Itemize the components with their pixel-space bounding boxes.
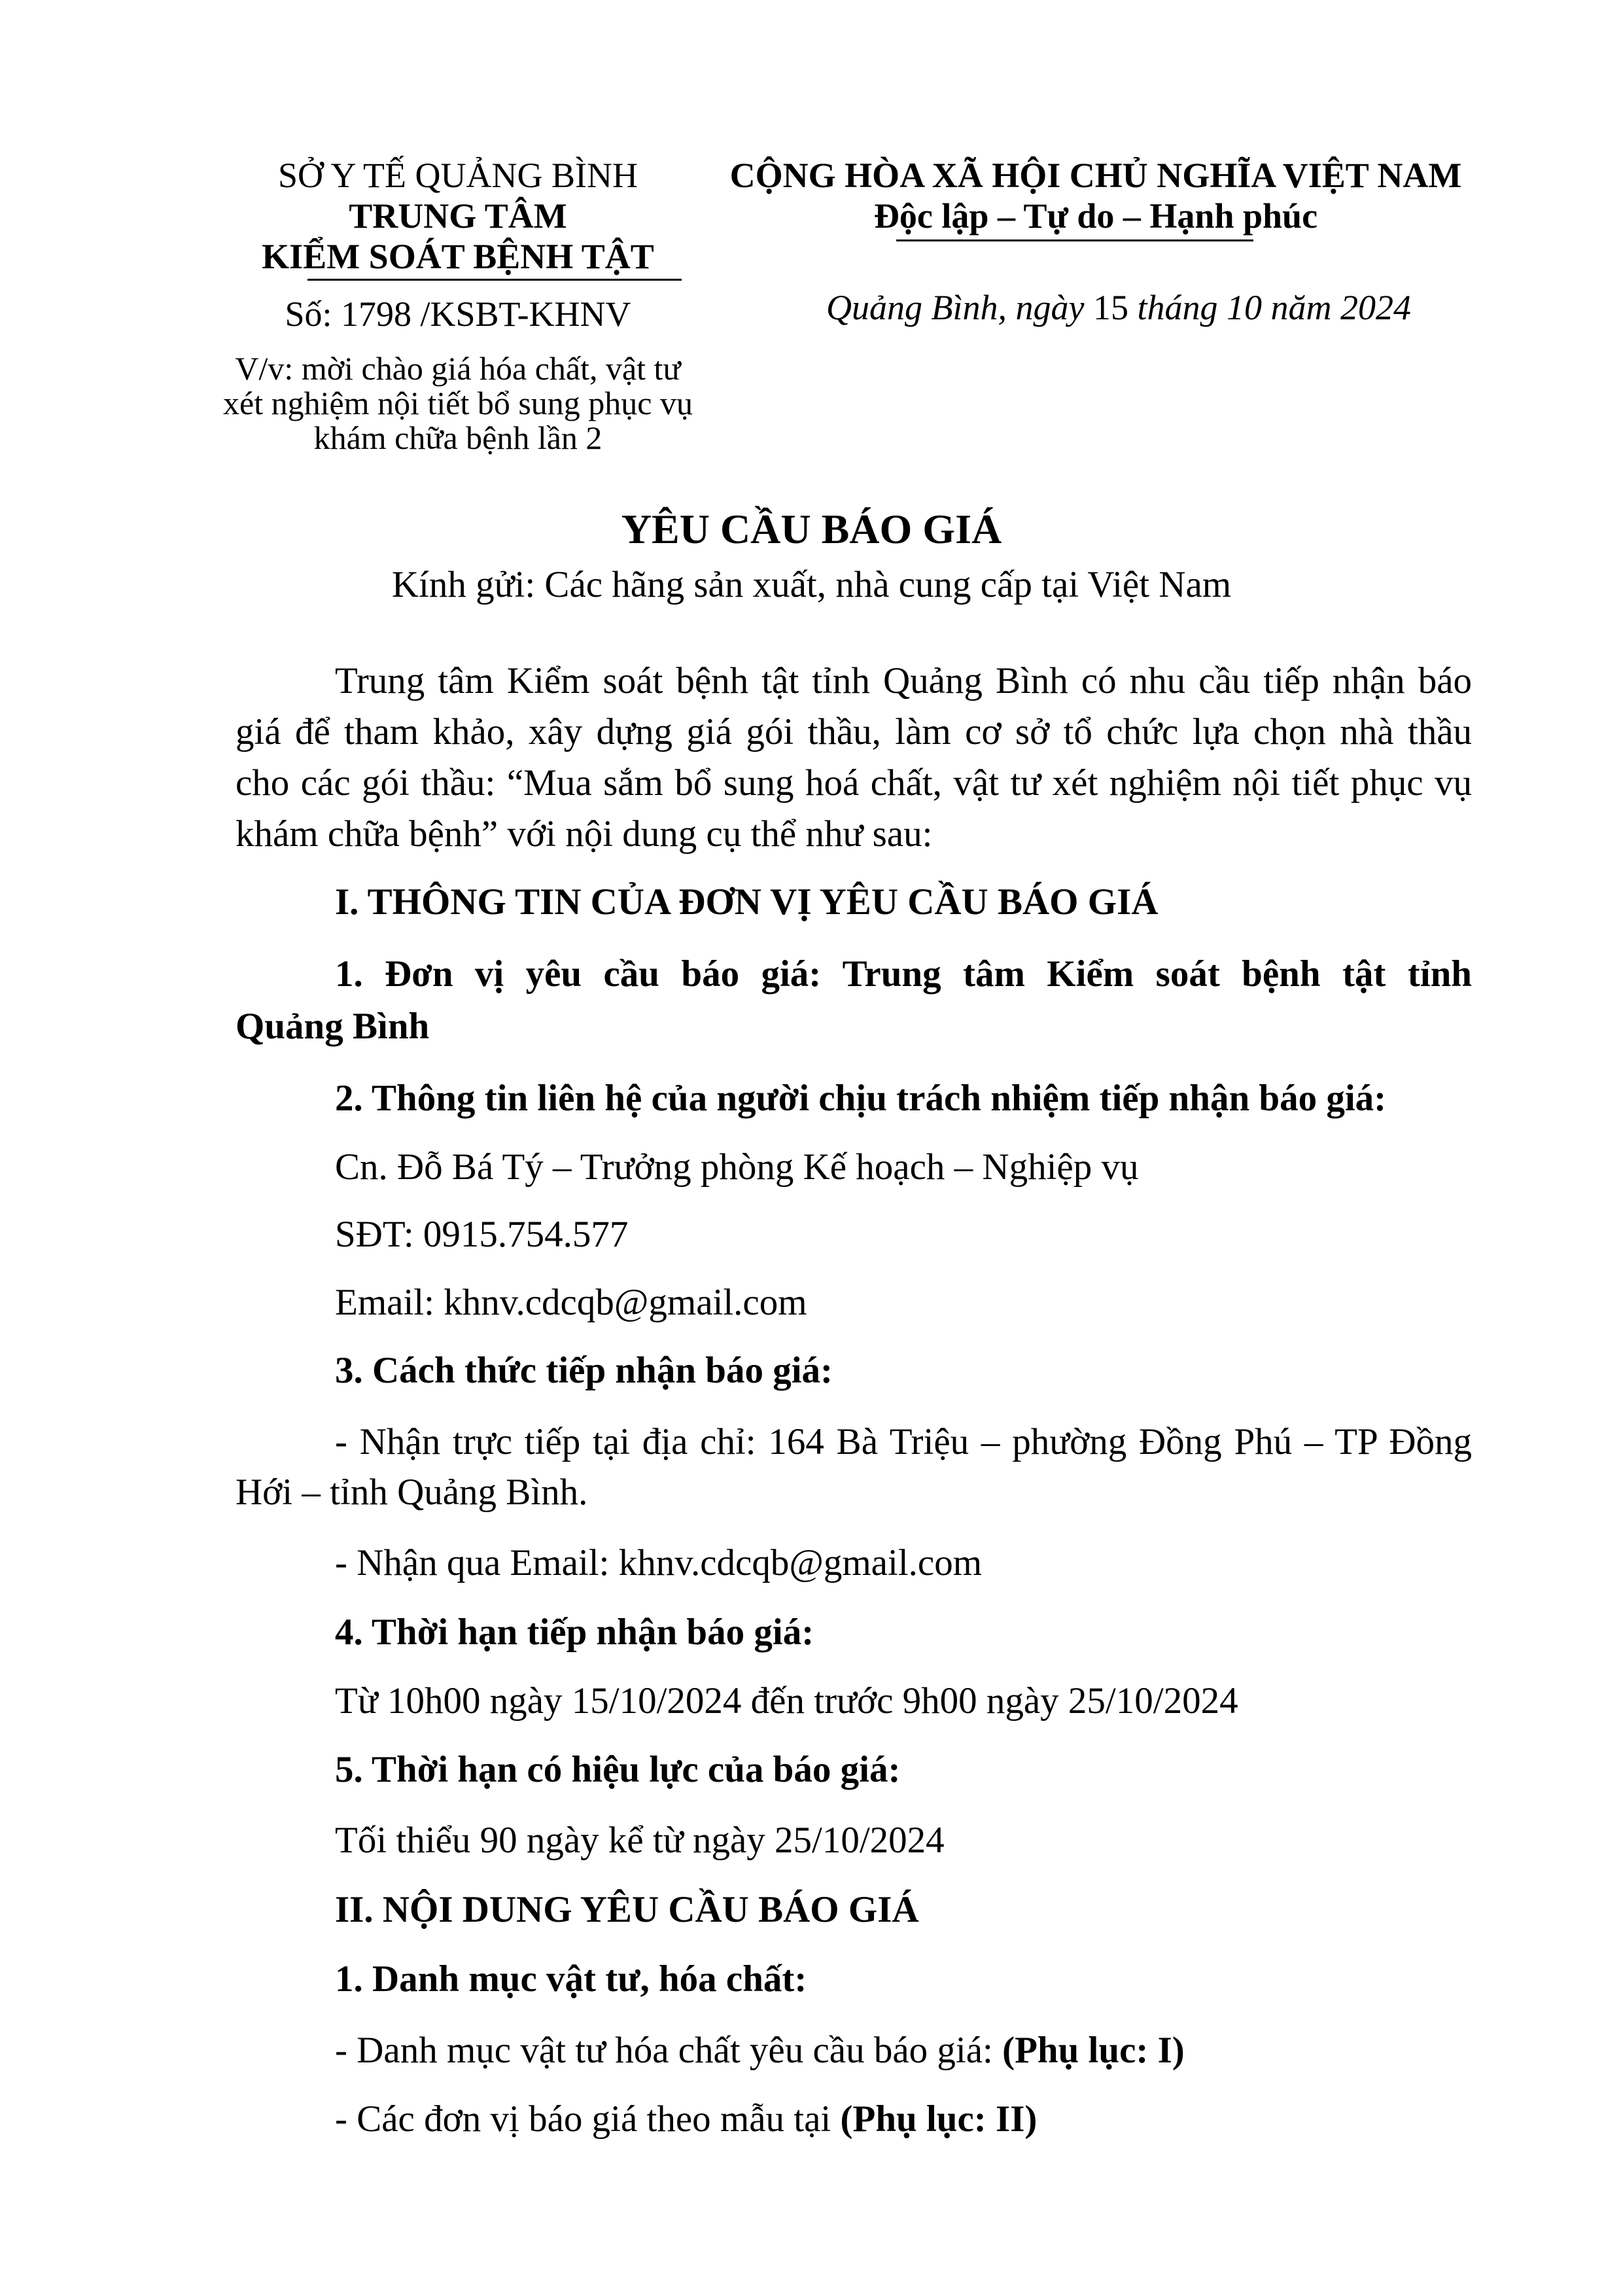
subject-line-1: V/v: mời chào giá hóa chất, vật tư [235,350,681,387]
subject-line-2: xét nghiệm nội tiết bổ sung phục vụ [223,385,693,421]
org-name-line2: KIỂM SOÁT BỆNH TẬT [262,237,654,276]
recipient: Kính gửi: Các hãng sản xuất, nhà cung cấp tại Việt Nam [391,564,1232,605]
date-month-year: tháng 10 năm 2024 [1128,288,1411,327]
receive-direct-line-2: Hới – tỉnh Quảng Bình. [236,1472,588,1513]
appendix-2-ref: (Phụ lục: II) [840,2098,1038,2140]
list-item-appendix-1 [335,2025,1185,2076]
document-number: Số: 1798 /KSBT-KHNV [285,294,631,334]
validity-period: Tối thiểu 90 ngày kể từ ngày 25/10/2024 [335,1820,945,1861]
section-1-item-1-line-1: 1. Đơn vị yêu cầu báo giá: Trung tâm Kiểm soát bệnh tật tỉnh [335,953,1472,995]
intro-line-1: Trung tâm Kiểm soát bệnh tật tỉnh Quảng Bình có nhu cầu tiếp nhận báo [335,660,1472,701]
national-motto: Độc lập – Tự do – Hạnh phúc [873,196,1318,236]
section-1-item-2-heading: 2. Thông tin liên hệ của người chịu trách nhiệm tiếp nhận báo giá: [335,1078,1387,1119]
date-day: 15 [1092,288,1128,327]
contact-phone: SĐT: 0915.754.577 [335,1214,629,1255]
subject-line-3: khám chữa bệnh lần 2 [313,419,602,456]
list-item-appendix-2 [335,2094,1037,2145]
receive-deadline: Từ 10h00 ngày 15/10/2024 đến trước 9h00 ngày 25/10/2024 [335,1680,1238,1722]
contact-email: Email: khnv.cdcqb@gmail.com [335,1282,807,1323]
national-title: CỘNG HÒA XÃ HỘI CHỦ NGHĨA VIỆT NAM [729,156,1462,195]
section-1-item-4-heading: 4. Thời hạn tiếp nhận báo giá: [335,1612,814,1653]
contact-name: Cn. Đỗ Bá Tý – Trưởng phòng Kế hoạch – Nghiệp vụ [335,1146,1139,1188]
receive-direct-line-1: - Nhận trực tiếp tại địa chỉ: 164 Bà Triệu – phường Đồng Phú – TP Đồng [335,1421,1472,1462]
intro-line-4: khám chữa bệnh” với nội dung cụ thể như sau: [236,813,933,855]
section-1-item-3-heading: 3. Cách thức tiếp nhận báo giá: [335,1350,833,1391]
intro-line-2: giá để tham khảo, xây dựng giá gói thầu, làm cơ sở tổ chức lựa chọn nhà thầu [236,711,1472,752]
org-divider [307,279,682,281]
org-name-line1: TRUNG TÂM [349,196,567,236]
section-2-heading: II. NỘI DUNG YÊU CẦU BÁO GIÁ [335,1889,919,1930]
appendix-1-ref: (Phụ lục: I) [1002,2030,1185,2071]
list-item-appendix-1-text: - Danh mục vật tư hóa chất yêu cầu báo giá: [335,2030,1003,2071]
section-1-heading: I. THÔNG TIN CỦA ĐƠN VỊ YÊU CẦU BÁO GIÁ [335,881,1159,923]
date-place [733,287,1505,328]
section-2-item-1-heading: 1. Danh mục vật tư, hóa chất: [335,1958,807,2000]
receive-email: - Nhận qua Email: khnv.cdcqb@gmail.com [335,1542,983,1583]
section-1-item-5-heading: 5. Thời hạn có hiệu lực của báo giá: [335,1749,901,1790]
motto-underline [896,239,1253,241]
ministry-name: SỞ Y TẾ QUẢNG BÌNH [278,156,638,195]
section-1-item-1-line-2: Quảng Bình [236,1006,430,1047]
date-place-prefix: Quảng Bình, ngày [826,288,1093,327]
list-item-appendix-2-text: - Các đơn vị báo giá theo mẫu tại [335,2098,841,2140]
intro-line-3: cho các gói thầu: “Mua sắm bổ sung hoá chất, vật tư xét nghiệm nội tiết phục vụ [236,762,1472,804]
page-title: YÊU CẦU BÁO GIÁ [621,506,1002,552]
